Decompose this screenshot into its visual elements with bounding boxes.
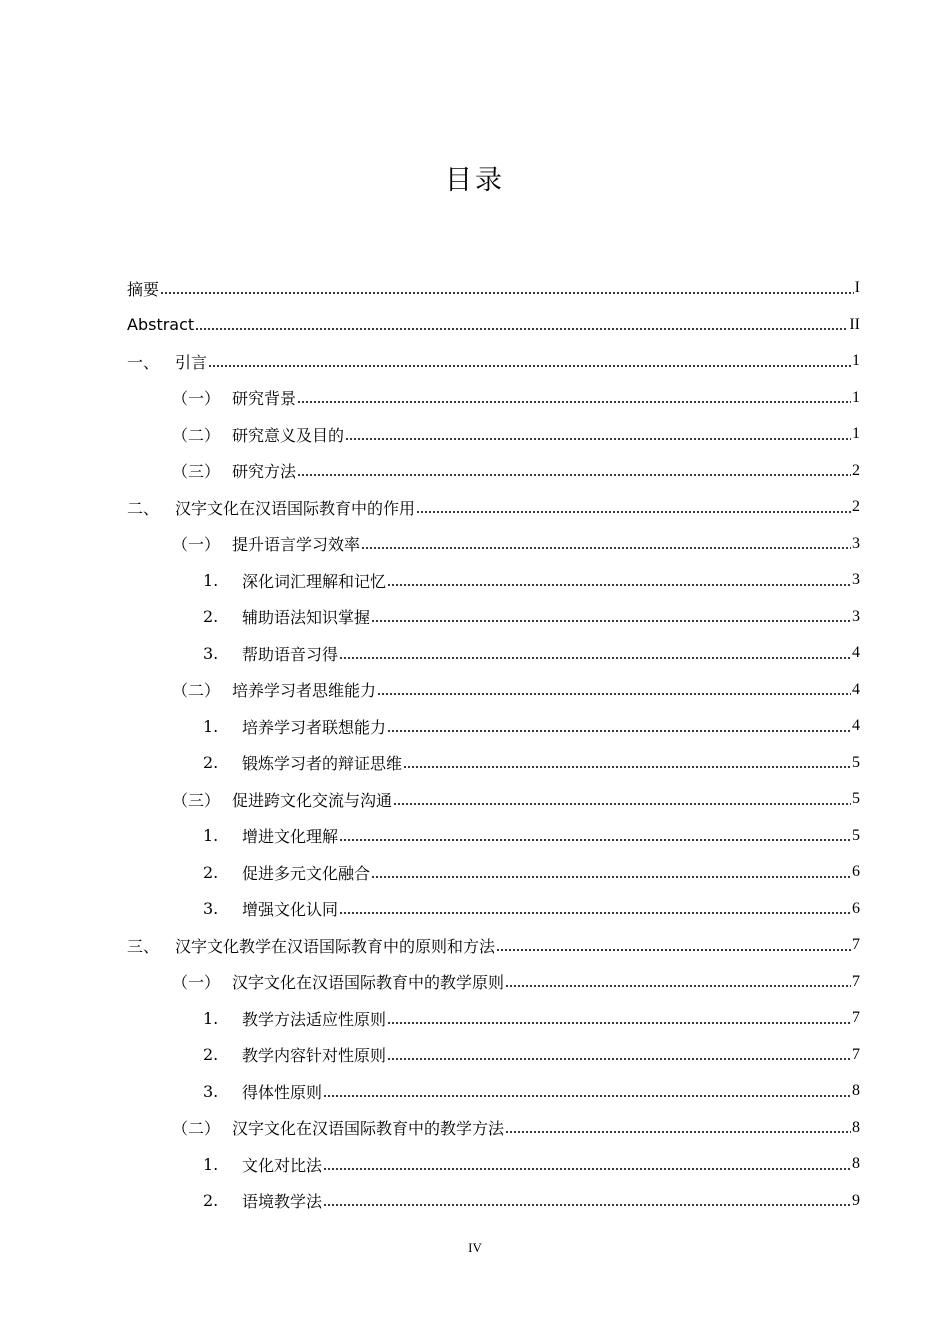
dot-leader [339, 830, 851, 842]
dot-leader [505, 1122, 851, 1134]
dot-leader [387, 575, 851, 587]
toc-entry-title: 汉字文化在汉语国际教育中的作用 [175, 498, 416, 518]
toc-entry[interactable] [127, 635, 860, 672]
toc-entry[interactable] [127, 1110, 860, 1147]
toc-entry-page: 4 [852, 644, 860, 662]
toc-entry-title: 研究意义及目的 [232, 425, 345, 445]
dot-leader [387, 1013, 851, 1025]
toc-entry-page: 3 [852, 607, 860, 625]
toc-entry-number: （一） [172, 535, 221, 555]
toc-entry-number: （二） [172, 681, 221, 701]
toc-entry-title: 促进跨文化交流与沟通 [232, 790, 393, 810]
toc-entry-title: 汉字文化在汉语国际教育中的教学原则 [232, 973, 505, 993]
dot-leader [371, 867, 851, 879]
toc-entry-number: （一） [172, 973, 221, 993]
toc-entry[interactable] [127, 416, 860, 453]
dot-leader [339, 903, 851, 915]
toc-entry-number: 2. [203, 1191, 219, 1211]
toc-entry-page: 2 [852, 461, 860, 479]
toc-entry-number: 1. [203, 1008, 219, 1028]
toc-entry[interactable] [127, 1037, 860, 1074]
toc-entry-title: 深化词汇理解和记忆 [242, 571, 387, 591]
page-number: IV [468, 1240, 482, 1255]
dot-leader [323, 1086, 851, 1098]
toc-entry[interactable] [127, 672, 860, 709]
toc-entry-title: 增强文化认同 [242, 900, 339, 920]
toc-entry[interactable] [127, 1146, 860, 1183]
toc-entry-title: 增进文化理解 [242, 827, 339, 847]
toc-entry-number: 2. [203, 607, 219, 627]
toc-entry[interactable] [127, 562, 860, 599]
toc-entry[interactable] [127, 343, 860, 380]
toc-entry-number: 3. [203, 1081, 219, 1101]
toc-entry[interactable] [127, 307, 860, 344]
toc-entry-number: 一、 [127, 352, 160, 372]
toc-entry-title: 语境教学法 [242, 1192, 323, 1212]
toc-entry[interactable] [127, 854, 860, 891]
toc-entry-number: （二） [172, 1119, 221, 1139]
dot-leader [416, 502, 851, 514]
toc-entry-page: 3 [852, 534, 860, 552]
dot-leader [505, 976, 851, 988]
toc-entry-page: 9 [852, 1191, 860, 1209]
toc-entry-page: I [854, 279, 860, 297]
toc-entry-page: 1 [852, 352, 860, 370]
toc-entry-number: 1. [203, 716, 219, 736]
dot-leader [339, 648, 851, 660]
toc-entry-page: 4 [852, 680, 860, 698]
dot-leader [323, 1159, 851, 1171]
toc-entry-page: 6 [852, 863, 860, 881]
toc-title: 目录 [445, 165, 505, 196]
dot-leader [297, 392, 851, 404]
dot-leader [160, 283, 854, 295]
toc-entry-title: 培养学习者思维能力 [232, 681, 377, 701]
dot-leader [195, 319, 848, 331]
toc-entry-number: 1. [203, 1154, 219, 1174]
toc-entry-title: 汉字文化教学在汉语国际教育中的原则和方法 [175, 936, 496, 956]
dot-leader [323, 1195, 851, 1207]
toc-entry-page: 7 [852, 972, 860, 990]
toc-entry-page: 1 [852, 425, 860, 443]
toc-entry[interactable] [127, 1073, 860, 1110]
toc-entry[interactable] [127, 380, 860, 417]
toc-entry-title: 帮助语音习得 [242, 644, 339, 664]
toc-entry-page: 8 [852, 1082, 860, 1100]
toc-entry-title: 教学方法适应性原则 [242, 1009, 387, 1029]
toc-entry-title: 摘要 [127, 279, 160, 299]
toc-entry-number: 二、 [127, 498, 160, 518]
toc-entry-page: 5 [852, 753, 860, 771]
toc-entry-title: 研究背景 [232, 389, 297, 409]
dot-leader [345, 429, 851, 441]
toc-entry-number: 3. [203, 899, 219, 919]
toc-entry-number: 2. [203, 862, 219, 882]
toc-entry-number: 2. [203, 753, 219, 773]
toc-entry[interactable] [127, 745, 860, 782]
dot-leader [371, 611, 851, 623]
toc-entry-number: （一） [172, 389, 221, 409]
toc-entry-number: 1. [203, 570, 219, 590]
toc-entry-number: （三） [172, 462, 221, 482]
toc-entry-title: 辅助语法知识掌握 [242, 608, 371, 628]
toc-entry[interactable] [127, 270, 860, 307]
toc-entry[interactable] [127, 891, 860, 928]
toc-entry-page: 8 [852, 1118, 860, 1136]
toc-entry-title: Abstract [127, 315, 195, 335]
toc-entry[interactable] [127, 1183, 860, 1220]
toc-entry-title: 锻炼学习者的辩证思维 [242, 754, 403, 774]
toc-entry[interactable] [127, 818, 860, 855]
toc-entry[interactable] [127, 489, 860, 526]
toc-entry[interactable] [127, 599, 860, 636]
toc-entry-page: 8 [852, 1155, 860, 1173]
toc-entry[interactable] [127, 927, 860, 964]
toc-entry-title: 得体性原则 [242, 1082, 323, 1102]
table-of-contents [127, 270, 860, 1219]
toc-entry-page: 7 [852, 936, 860, 954]
toc-entry[interactable] [127, 781, 860, 818]
toc-entry[interactable] [127, 526, 860, 563]
toc-entry-page: 5 [852, 826, 860, 844]
toc-entry-number: （三） [172, 790, 221, 810]
toc-entry[interactable] [127, 1000, 860, 1037]
toc-entry-number: 3. [203, 643, 219, 663]
toc-entry-title: 文化对比法 [242, 1155, 323, 1175]
dot-leader [496, 940, 851, 952]
toc-entry[interactable] [127, 964, 860, 1001]
dot-leader [387, 721, 851, 733]
dot-leader [208, 356, 851, 368]
toc-entry-number: 三、 [127, 936, 160, 956]
toc-entry-page: II [849, 315, 860, 333]
toc-entry-page: 1 [852, 388, 860, 406]
dot-leader [361, 538, 851, 550]
toc-entry-title: 教学内容针对性原则 [242, 1046, 387, 1066]
toc-entry-title: 提升语言学习效率 [232, 535, 361, 555]
toc-entry-page: 7 [852, 1045, 860, 1063]
dot-leader [377, 684, 851, 696]
toc-entry-page: 5 [852, 790, 860, 808]
toc-entry-page: 6 [852, 899, 860, 917]
toc-entry-number: 2. [203, 1045, 219, 1065]
toc-entry[interactable] [127, 453, 860, 490]
dot-leader [403, 757, 851, 769]
toc-entry-number: 1. [203, 826, 219, 846]
dot-leader [393, 794, 851, 806]
toc-entry-title: 培养学习者联想能力 [242, 717, 387, 737]
toc-entry-page: 3 [852, 571, 860, 589]
toc-entry-page: 7 [852, 1009, 860, 1027]
toc-entry-title: 引言 [175, 352, 208, 372]
toc-entry-title: 汉字文化在汉语国际教育中的教学方法 [232, 1119, 505, 1139]
toc-entry-title: 研究方法 [232, 462, 297, 482]
dot-leader [297, 465, 851, 477]
toc-entry-page: 2 [852, 498, 860, 516]
dot-leader [387, 1049, 851, 1061]
toc-entry[interactable] [127, 708, 860, 745]
toc-entry-title: 促进多元文化融合 [242, 863, 371, 883]
toc-entry-page: 4 [852, 717, 860, 735]
toc-entry-number: （二） [172, 425, 221, 445]
